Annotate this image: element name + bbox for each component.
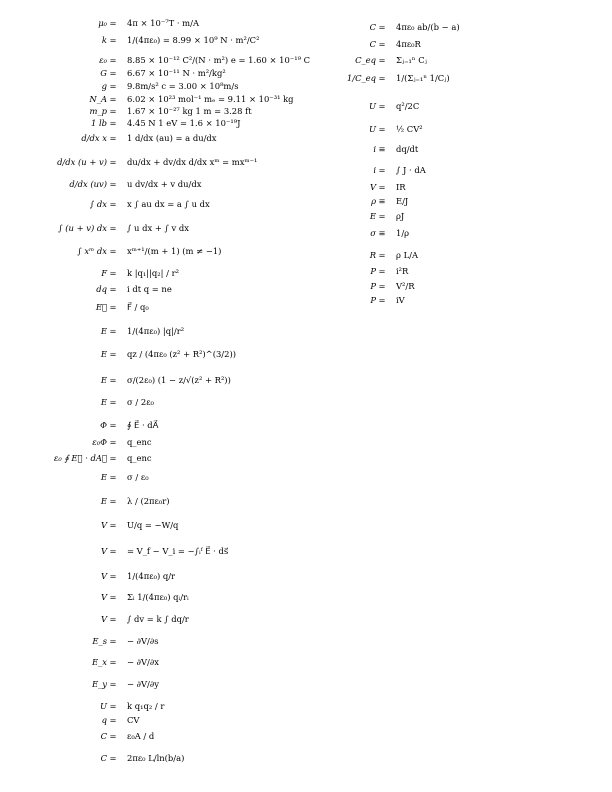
formula-operator: = xyxy=(109,68,117,78)
formula-lhs: R xyxy=(369,250,376,260)
formula-operator: = xyxy=(378,182,386,192)
formula-rhs: U/q = −W/q xyxy=(127,520,179,530)
formula-rhs: i dt q = ne xyxy=(127,284,172,294)
formula-rhs: 1.67 × 10⁻²⁷ kg 1 m = 3.28 ft xyxy=(127,106,252,116)
formula-lhs: 1/C_eq xyxy=(346,73,376,83)
formula-lhs: ε₀ ∮ E⃗ · dA⃗ xyxy=(53,453,107,463)
formula-lhs: V xyxy=(100,546,107,556)
formula-lhs: E xyxy=(100,397,107,407)
formula-rhs: E/J xyxy=(396,196,409,206)
formula-rhs: qz / (4πε₀ (z² + R²)^(3/2)) xyxy=(127,349,236,359)
formula-lhs: ρ xyxy=(371,196,376,206)
formula-lhs: V xyxy=(100,592,107,602)
formula-lhs: E_s xyxy=(92,636,107,646)
formula-lhs: V xyxy=(100,520,107,530)
formula-operator: = xyxy=(378,250,386,260)
formula-rhs: k |q₁||q₂| / r² xyxy=(127,268,179,278)
formula-operator: = xyxy=(109,571,117,581)
formula-operator: = xyxy=(378,22,386,32)
formula-rhs: 1/(4πε₀) q/r xyxy=(127,571,176,581)
formula-rhs: − ∂V/∂y xyxy=(127,679,159,689)
formula-rhs: 4πε₀R xyxy=(396,39,421,49)
formula-operator: = xyxy=(109,55,117,65)
formula-operator: = xyxy=(109,94,117,104)
formula-lhs: ∫ (u + v) dx xyxy=(58,223,107,233)
formula-lhs: E xyxy=(100,375,107,385)
formula-lhs: d/dx (uv) xyxy=(69,179,107,189)
formula-rhs: CV xyxy=(127,715,140,725)
formula-lhs: q xyxy=(101,715,107,725)
formula-operator: = xyxy=(109,715,117,725)
formula-rhs: ∮ E⃗ · dA⃗ xyxy=(127,420,159,430)
formula-rhs: q_enc xyxy=(127,453,152,463)
formula-rhs: k q₁q₂ / r xyxy=(127,701,165,711)
formula-operator: = xyxy=(109,133,117,143)
formula-lhs: U xyxy=(99,701,107,711)
formula-operator: = xyxy=(109,701,117,711)
formula-lhs: 1 lb xyxy=(90,118,107,128)
formula-lhs: σ xyxy=(370,228,376,238)
formula-operator: = xyxy=(109,496,117,506)
formula-rhs: σ/(2ε₀) (1 − z/√(z² + R²)) xyxy=(127,375,231,385)
formula-rhs: 1/(4πε₀) = 8.99 × 10⁹ N · m²/C² xyxy=(127,35,260,45)
formula-operator: = xyxy=(109,420,117,430)
formula-lhs: P xyxy=(370,295,376,305)
formula-operator: = xyxy=(109,157,117,167)
formula-rhs: − ∂V/∂s xyxy=(127,636,159,646)
formula-operator: = xyxy=(378,39,386,49)
formula-rhs: u dv/dx + v du/dx xyxy=(127,179,202,189)
formula-lhs: U xyxy=(368,101,376,111)
formula-lhs: N_A xyxy=(89,94,107,104)
formula-lhs: dq xyxy=(96,284,107,294)
formula-operator: = xyxy=(378,266,386,276)
formula-operator: = xyxy=(109,546,117,556)
formula-operator: = xyxy=(378,281,386,291)
formula-operator: = xyxy=(109,284,117,294)
formula-operator: = xyxy=(109,731,117,741)
formula-operator: ≡ xyxy=(378,144,386,154)
formula-rhs: 1/ρ xyxy=(396,228,410,238)
formula-operator: = xyxy=(109,636,117,646)
formula-operator: = xyxy=(109,35,117,45)
formula-operator: = xyxy=(109,302,117,312)
formula-operator: = xyxy=(378,73,386,83)
formula-lhs: ∫ xᵐ dx xyxy=(77,246,107,256)
formula-rhs: 1/(4πε₀) |q|/r² xyxy=(127,326,185,336)
formula-lhs: k xyxy=(101,35,107,45)
formula-lhs: P xyxy=(370,281,376,291)
formula-operator: = xyxy=(378,55,386,65)
formula-lhs: F xyxy=(101,268,107,278)
formula-rhs: x ∫ au dx = a ∫ u dx xyxy=(127,199,210,209)
formula-lhs: V xyxy=(369,182,376,192)
formula-lhs: g xyxy=(101,81,107,91)
formula-rhs: 4π × 10⁻⁷T · m/A xyxy=(127,18,199,28)
formula-rhs: du/dx + dv/dx d/dx xᵐ = mxᵐ⁻¹ xyxy=(127,157,258,167)
formula-lhs: E_y xyxy=(91,679,107,689)
formula-operator: = xyxy=(378,165,386,175)
formula-lhs: V xyxy=(100,571,107,581)
formula-rhs: = V_f − V_i = −∫ᵢᶠ E⃗ · ds⃗ xyxy=(127,546,229,556)
formula-operator: = xyxy=(378,124,386,134)
formula-rhs: q²/2C xyxy=(396,101,420,111)
formula-operator: = xyxy=(109,326,117,336)
formula-operator: = xyxy=(109,375,117,385)
formula-rhs: ∫ u dx + ∫ v dx xyxy=(127,223,190,233)
formula-lhs: E xyxy=(100,472,107,482)
formula-rhs: ρ L/A xyxy=(396,250,419,260)
formula-rhs: i²R xyxy=(396,266,409,276)
formula-operator: = xyxy=(109,268,117,278)
formula-lhs: C xyxy=(100,753,107,763)
formula-operator: = xyxy=(109,118,117,128)
formula-lhs: i xyxy=(373,165,376,175)
formula-operator: = xyxy=(109,520,117,530)
formula-rhs: q_enc xyxy=(127,437,152,447)
formula-operator: = xyxy=(109,437,117,447)
formula-operator: ≡ xyxy=(378,196,386,206)
formula-lhs: E xyxy=(100,349,107,359)
formula-lhs: C xyxy=(369,22,376,32)
formula-rhs: 6.67 × 10⁻¹¹ N · m²/kg² xyxy=(127,68,226,78)
formula-operator: = xyxy=(109,246,117,256)
formula-rhs: − ∂V/∂x xyxy=(127,657,159,667)
formula-rhs: V²/R xyxy=(396,281,415,291)
formula-rhs: 6.02 × 10²³ mol⁻¹ mₑ = 9.11 × 10⁻³¹ kg xyxy=(127,94,294,104)
formula-rhs: 2πε₀ L/ln(b/a) xyxy=(127,753,185,763)
formula-operator: = xyxy=(109,106,117,116)
formula-lhs: C xyxy=(100,731,107,741)
formula-operator: = xyxy=(109,397,117,407)
formula-rhs: iV xyxy=(396,295,405,305)
formula-rhs: ½ CV² xyxy=(396,124,423,134)
formula-rhs: 1 d/dx (au) = a du/dx xyxy=(127,133,217,143)
formula-operator: = xyxy=(109,349,117,359)
formula-rhs: ∫ dv = k ∫ dq/r xyxy=(127,614,189,624)
formula-rhs: 9.8m/s² c = 3.00 × 10⁸m/s xyxy=(127,81,239,91)
formula-operator: = xyxy=(109,753,117,763)
formula-rhs: 1/(Σⱼ₌₁ⁿ 1/Cⱼ) xyxy=(396,73,450,83)
formula-rhs: σ / ε₀ xyxy=(127,472,149,482)
formula-lhs: E xyxy=(100,496,107,506)
formula-operator: = xyxy=(109,472,117,482)
formula-lhs: ε₀Φ xyxy=(92,437,107,447)
formula-lhs: E_x xyxy=(91,657,107,667)
formula-rhs: 4.45 N 1 eV = 1.6 × 10⁻¹⁹J xyxy=(127,118,241,128)
formula-rhs: Σⱼ₌₁ⁿ Cⱼ xyxy=(396,55,427,65)
formula-operator: = xyxy=(109,199,117,209)
formula-lhs: d/dx x xyxy=(81,133,107,143)
formula-rhs: 4πε₀ ab/(b − a) xyxy=(396,22,460,32)
formula-lhs: G xyxy=(100,68,107,78)
formula-rhs: Σᵢ 1/(4πε₀) qᵢ/rᵢ xyxy=(127,592,189,602)
formula-rhs: ε₀A / d xyxy=(127,731,155,741)
formula-lhs: i xyxy=(373,144,376,154)
formula-rhs: λ / (2πε₀r) xyxy=(127,496,170,506)
formula-lhs: C xyxy=(369,39,376,49)
formula-rhs: IR xyxy=(396,182,406,192)
formula-lhs: Φ xyxy=(100,420,107,430)
formula-lhs: C_eq xyxy=(355,55,376,65)
formula-operator: = xyxy=(378,211,386,221)
formula-lhs: U xyxy=(368,124,376,134)
formula-rhs: xᵐ⁺¹/(m + 1) (m ≠ −1) xyxy=(127,246,222,256)
formula-operator: = xyxy=(109,223,117,233)
formula-operator: = xyxy=(109,81,117,91)
formula-rhs: dq/dt xyxy=(396,144,419,154)
formula-lhs: E⃗ xyxy=(95,302,107,312)
formula-operator: = xyxy=(109,592,117,602)
formula-operator: ≡ xyxy=(378,228,386,238)
formula-rhs: ∫ J · dA xyxy=(396,165,426,175)
formula-operator: = xyxy=(109,179,117,189)
formula-operator: = xyxy=(378,295,386,305)
formula-operator: = xyxy=(109,18,117,28)
formula-operator: = xyxy=(378,101,386,111)
formula-rhs: ρJ xyxy=(396,211,405,221)
formula-operator: = xyxy=(109,679,117,689)
formula-lhs: d/dx (u + v) xyxy=(57,157,107,167)
formula-rhs: σ / 2ε₀ xyxy=(127,397,154,407)
formula-lhs: E xyxy=(100,326,107,336)
formula-lhs: ∫ dx xyxy=(89,199,107,209)
formula-operator: = xyxy=(109,453,117,463)
formula-lhs: P xyxy=(370,266,376,276)
formula-lhs: m_p xyxy=(89,106,107,116)
formula-rhs: F⃗ / q₀ xyxy=(127,302,149,312)
formula-rhs: 8.85 × 10⁻¹² C²/(N · m²) e = 1.60 × 10⁻¹⁹ C xyxy=(127,55,310,65)
formula-lhs: E xyxy=(369,211,376,221)
formula-lhs: ε₀ xyxy=(99,55,107,65)
formula-lhs: μ₀ xyxy=(98,18,107,28)
formula-operator: = xyxy=(109,614,117,624)
formula-lhs: V xyxy=(100,614,107,624)
formula-operator: = xyxy=(109,657,117,667)
